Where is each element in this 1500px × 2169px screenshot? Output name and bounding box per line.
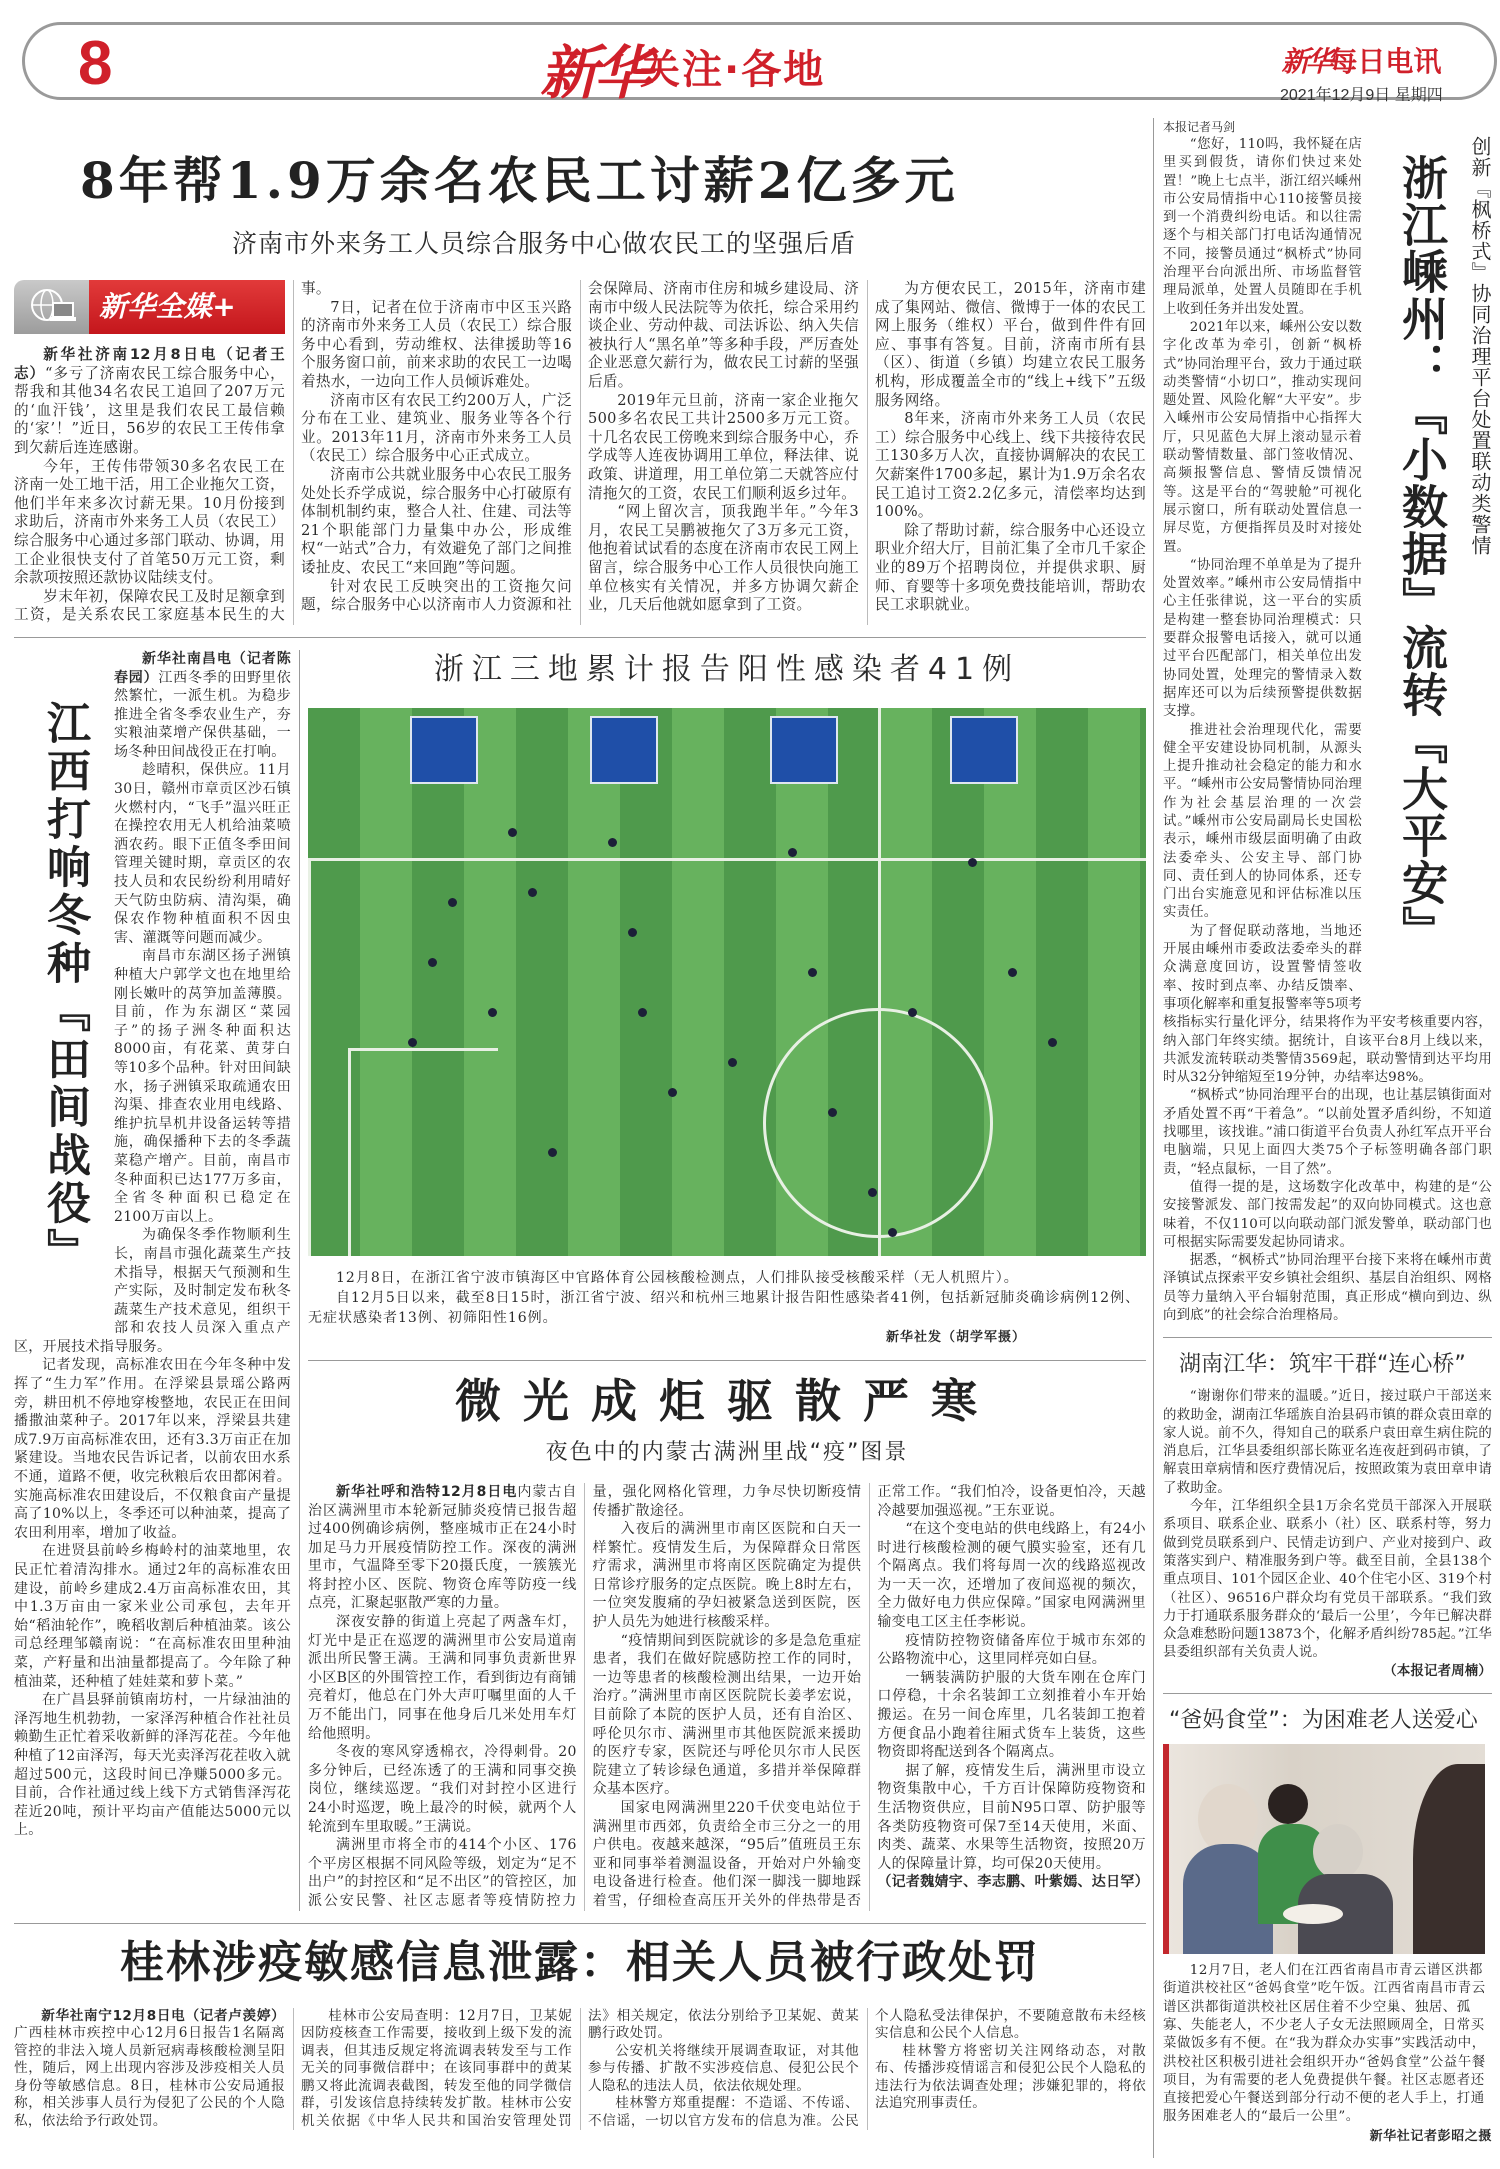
xinhua-logo: 新华 <box>540 39 649 107</box>
paper-name <box>1280 40 1443 80</box>
paragraph: 在进贤县前岭乡梅岭村的油菜地里，农民正忙着清沟排水。通过2年的高标准农田建设，前岭乡建成2.4万亩高标准农田，其中1.3万亩由一家米业公司承包，去年开始“稻油轮作”，晚稻收割后种植油菜。该公司总经理邹赣南说：“在高标准农田里种油菜，产籽量和出油量都提高了。今年除了种植油菜，还种植了娃娃菜和萝卜菜。” <box>14 1543 291 1690</box>
paragraph: “疫情期间到医院就诊的多是急危重症患者，我们在做好院感防控工作的同时，一边等患者的核酸检测出结果，一边开始治疗。”满洲里市南区医院院长姜孝宏说，目前除了本院的医护人员，还有自治区、呼伦贝尔市、满洲里市其他医院派来援助的医疗专家，医院还与呼伦贝尔市人民医院建立了转诊绿色通道，多措并举保障群众基本医疗。 <box>592 1632 862 1798</box>
section-title: 关注·各地 <box>640 47 826 93</box>
paragraph: 推进社会治理现代化，需要健全平安建设协同机制，从源头上提升推动社会稳定的能力和水平。“嵊州市公安局警情协同治理作为社会基层治理的一次尝试。”嵊州市公安局副局长史国松表示，嵊州市级层面明确了由政法委牵头、公安主导、部门协同、责任到人的协同体系，还专门出台实施意见和评估标准以压实责任。 <box>1163 722 1362 921</box>
xinhua-allmedia-banner <box>14 280 285 334</box>
paragraph: 今年，王传伟带领30多名农民工在济南一处工地干活，用工企业拖欠工资，他们半年来多次讨薪无果。10月份接到求助后，济南市外来务工人员（农民工）综合服务中心通过多部门联动、协调，用工企业很快支付了首笔50万元工资，剩余款项按照还款协议陆续支付。 <box>14 457 285 587</box>
article5-headline-block <box>1362 136 1492 996</box>
paragraph: 为了督促联动落地，当地还开展由嵊州市委政法委牵头的群众满意度回访，设置警情签收率、按时到点率、办结反馈率、事项化解率和重复报警率等5项考核指标实行量化评分，结果将作为平安考核重要内容，纳入部门年终实绩。据统计，自该平台8月上线以来，共派发流转联动类警情3569起，联动警情到达平均用时从32分钟缩短至19分钟，办结率达98%。 <box>1163 923 1492 1086</box>
paragraph: 2019年元旦前，济南一家企业拖欠500多名农民工共计2500多万元工资。十几名农民工傍晚来到综合服务中心，乔学成等人连夜协调用工单位，释法律、说政策、讲道理，用工单位第二天就答应付清拖欠的工资，农民工们顺利返乡过年。 <box>588 391 859 502</box>
byline: 本报记者马剑 <box>1163 120 1236 134</box>
paragraph: “枫桥式”协同治理平台的出现，也让基层镇街面对矛盾处置不再“干着急”。“以前处置矛盾纠纷，不知道找哪里，该找谁。”浦口街道平台负责人孙红军点开平台电脑端，只见上面四大类75个子标签明确各部门职责，“轻点鼠标，一目了然”。 <box>1163 1088 1492 1177</box>
paragraph: 冬夜的寒风穿透棉衣，冷得刺骨。20多分钟后，已经冻透了的王满和同事交换岗位，继续巡逻。“我们对封控小区进行24小时巡逻，晚上最冷的时候，就两个人轮流到车里取暖。”王满说。 <box>308 1744 577 1835</box>
article3-subtitle: 夜色中的内蒙古满洲里战“疫”图景 <box>545 1439 909 1465</box>
right-column <box>1153 118 1500 2158</box>
paragraph: 新华社济南12月8日电（记者王志）“多亏了济南农民工综合服务中心，帮我和其他34名农民工追回了207万元的‘血汗钱’，这里是我们农民工最信赖的‘家’！”近日，56岁的农民工王传伟拿到欠薪后连连感谢。 <box>14 346 285 456</box>
paper-name-text: 每日电讯 <box>1329 45 1442 78</box>
paragraph: 今年，江华组织全县1万余名党员干部深入开展联系项目、联系企业、联系小（社）区、联系村等，努力做到党员联系到户、民情走访到户、产业对接到户、政策落实到户、精准服务到户等。截至目前，全县138个重点项目、101个园区企业、40个住宅小区、319个村（社区）、96516户群众均有党员干部联系。“我们致力于打通联系服务群众的‘最后一公里’，今年已解决群众急难愁盼问题13873个，化解矛盾纠纷785起。”江华县委组织部有关负责人说。 <box>1163 1499 1492 1661</box>
paragraph: 国家电网满洲里220千伏变电站位于满洲里市西郊，负责给全市三分之一的用户供电。夜越来越深，“95后”值班员王东亚和同事举着测温设备，开始对户外输变电设备进行检查。他们深一脚浅一脚地踩着雪，仔细检查高压开关外的伴热带是否正常工作。“我们怕冷，设备更怕冷，天越冷越要加强巡视。”王东亚说。 <box>592 1483 1146 1909</box>
article5-title: 浙江嵊州：『小数据』流转『大平安』 <box>1395 154 1449 953</box>
paragraph: 针对农民工反映突出的工资拖欠问题，综合服务中心以济南市人力资源和社会保障局、济南市住房和城乡建设局、济南市中级人民法院等为依托，综合采用约谈企业、劳动仲裁、司法诉讼、纳入失信被执行人“黑名单”等多种手段，严厉查处企业恶意欠薪行为，做农民工讨薪的坚强后盾。 <box>301 280 859 614</box>
divider <box>14 637 1146 638</box>
issue-date: 2021年12月9日 星期四 <box>1280 87 1443 104</box>
paragraph: 一辆装满防护服的大货车刚在仓库门口停稳，十余名装卸工立刻推着小车开始搬运。在另一间仓库里，几名装卸工抱着方便食品小跑着往厢式货车上装货，这些物资即将配送到各个隔离点。 <box>877 1669 1146 1761</box>
article3-title: 微光成炬驱散严寒 <box>455 1373 999 1428</box>
dateline: 新华社济南12月8日电（记者王志） <box>14 346 285 382</box>
paragraph: 据了解，疫情发生后，满洲里市设立物资集散中心，千方百计保障防疫物资和生活物资供应，目前N95口罩、防护服等各类防疫物资可保7至14天使用，米面、肉类、蔬菜、水果等生活物资，按照20万人的保障量计算，均可保20天使用。 <box>877 1762 1146 1872</box>
dateline: 新华社南昌电（记者陈春园） <box>114 650 291 686</box>
paragraph: 桂林警方将密切关注网络动态，对散布、传播涉疫情谣言和侵犯公民个人隐私的违法行为依法调查处理；涉嫌犯罪的，将依法追究刑事责任。 <box>875 2042 1146 2112</box>
article1-subtitle: 济南市外来务工人员综合服务中心做农民工的坚强后盾 <box>232 229 857 258</box>
paragraph: 新华社南宁12月8日电（记者卢羡婷）广西桂林市疾控中心12月6日报告1名隔离管控的非法入境人员新冠病毒核酸检测呈阳性，随后，网上出现内容涉及涉疫相关人员身份等敏感信息。8日，桂林市公安局通报称，相关涉事人员行为侵犯了公民的个人隐私，依法给予行政处罚。 <box>14 2007 285 2129</box>
article4-body <box>14 2008 1146 2141</box>
photo-story-title: 浙江三地累计报告阳性感染者41例 <box>433 651 1021 687</box>
paragraph: 8年来，济南市外来务工人员（农民工）综合服务中心线上、线下共接待农民工130多万人次，直接协调解决的农民工欠薪案件1700多起，累计为1.9万余名农民工追讨工资2.2亿多元，清偿率均达到100%。 <box>875 410 1146 521</box>
paragraph: 济南市公共就业服务中心农民工服务处处长乔学成说，综合服务中心打破原有体制机制约束，整合人社、住建、司法等21个职能部门力量集中办公，形成维权“一站式”合力，有效避免了部门之间推诿扯皮、农民工“来回跑”等问题。 <box>301 465 572 576</box>
article1-body <box>14 280 1146 625</box>
covid-testing-aerial-photo <box>308 708 1146 1256</box>
photo-caption <box>1163 1962 1492 2147</box>
paragraph: 值得一提的是，这场数字化改革中，构建的是“公安接警派发、部门按需发起”的双向协同模式。这也意味着，不仅110可以向联动部门派发警单，联动部门也可根据实际需要发起协同请求。 <box>1163 1179 1492 1250</box>
article5-body <box>1163 136 1492 1325</box>
paper-logo: 新华 <box>1281 45 1330 78</box>
paragraph: 为确保冬季作物顺利生长，南昌市强化蔬菜生产技术指导，根据天气预测和生产实际，及时制定发布秋冬蔬菜生产技术意见，组织干部和农技人员深入重点产区，开展技术指导服务。 <box>14 1227 291 1355</box>
article1-title: 8年帮1.9万余名农民工讨薪2亿多元 <box>80 151 959 210</box>
middle-section <box>14 650 1150 1911</box>
photo-credit: 新华社发（胡学军摄） <box>885 1329 1026 1345</box>
paragraph: “协同治理不单单是为了提升处置效率。”嵊州市公安局情指中心主任张律说，这一平台的实质是构建一整套协同治理模式：只要群众报警电话接入，就可以通过平台匹配部门，相关单位出发协同处置，处理完的警情录入数据库还可以为后续预警提供数据支撑。 <box>1163 557 1362 720</box>
divider <box>1163 1693 1492 1694</box>
paper-masthead <box>1280 40 1443 105</box>
caption-text: 12月7日，老人们在江西省南昌市青云谱区洪都街道洪校社区“爸妈食堂”吃午饭。江西省南昌市青云谱区洪都街道洪校社区居住着不少空巢、独居、孤寡、失能老人，不少老人子女无法照顾周全，日常买菜做饭多有不便。在“我为群众办实事”实践活动中，洪校社区积极引进社会组织开办“爸妈食堂”公益午餐项目，为有需要的老人免费提供午餐。社区志愿者还直接把爱心午餐送到部分行动不便的老人手上，打通服务困难老人的“最后一公里”。 <box>1163 1963 1486 2125</box>
globe-laptop-icon <box>14 280 89 334</box>
article4-title: 桂林涉疫敏感信息泄露：相关人员被行政处罚 <box>120 1936 1040 1988</box>
paragraph: 2021年以来，嵊州公安以数字化改革为牵引，创新“枫桥式”协同治理平台，致力于通过联动类警情“小切口”，推动实现问题处置、风险化解“大平安”。步入嵊州市公安局情指中心指挥大厅，只见蓝色大屏上滚动显示着联动警情数量、部门签收情况、高频报警信息、警情反馈情况等。这是平台的“驾驶舱”可视化展示窗口，所有联动处置信息一屏尽览，方便指挥员及时对接处置。 <box>1163 319 1362 555</box>
article5-kicker: 创新『枫桥式』协同治理平台处置联动类警情 <box>1468 136 1492 556</box>
article3-body <box>308 1483 1150 1911</box>
paragraph: “在这个变电站的供电线路上，有24小时进行核酸检测的硬气膜实验室，还有几个隔离点。我们将每周一次的线路巡视改为一天一次，还增加了夜间巡视的频次，全力做好电力供应保障。”国家电网满洲里输变电工区主任李彬说。 <box>877 1521 1146 1631</box>
paragraph: “谢谢你们带来的温暖。”近日，接过联户干部送来的救助金，湖南江华瑶族自治县码市镇的群众袁田章的家人说。前不久，得知自己的联系户袁田章生病住院的消息后，江华县委组织部长陈亚名连夜赶到码市镇，了解袁田章病情和医疗费情况后，按照政策为袁田章申请了救助金。 <box>1163 1389 1492 1496</box>
middle-right <box>300 650 1150 1911</box>
paragraph: 据悉，“枫桥式”协同治理平台接下来将在嵊州市黄泽镇试点探索平安乡镇社会组织、基层自治组织、网格员等力量纳入平台辐射范围，真正形成“横向到边、纵向到底”的社会综合治理格局。 <box>1163 1253 1492 1323</box>
dateline: 新华社呼和浩特12月8日电 <box>336 1483 518 1500</box>
paragraph: 桂林市公安局查明：12月7日，卫某妮因防疫核查工作需要，接收到上级下发的流调表，但其违反规定将流调表转发至与工作无关的同事微信群中；在该同事群中的黄某鹏又将此流调表截图，转发至他的同学微信群，引发该信息持续转发扩散。桂林市公安机关依据《中华人民共和国治安管理处罚法》相关规定，依法分别给予卫某妮、黄某鹏行政处罚。 <box>301 2007 859 2129</box>
paragraph: 为方便农民工，2015年，济南市建成了集网站、微信、微博于一体的农民工网上服务（维权）平台，做到件件有回应、事事有答复。目前，济南市所有县（区）、街道（乡镇）均建立农民工服务机构，形成覆盖全市的“线上+线下”五级服务网络。 <box>875 280 1146 409</box>
divider <box>1163 1337 1492 1338</box>
paragraph: 新华社呼和浩特12月8日电内蒙古自治区满洲里市本轮新冠肺炎疫情已报告超过400例确诊病例，整座城市正在24小时加足马力开展疫情防控工作。深夜的满洲里市，气温降至零下20摄氏度，一簇簇光将封控小区、医院、物资仓库等防疫一线点亮，汇聚起驱散严寒的力量。 <box>308 1483 577 1612</box>
article6-body <box>1163 1388 1492 1681</box>
article7-title: “爸妈食堂”：为困难老人送爱心 <box>1169 1708 1478 1734</box>
dateline: 新华社南宁12月8日电（记者卢羡婷） <box>41 2007 285 2024</box>
paragraph: “网上留次言，顶我跑半年。”今年3月，农民工吴鹏被拖欠了3万多元工资，他抱着试试看的态度在济南市农民工网上留言，综合服务中心工作人员很快向施工单位核实有关情况，并多方协调欠薪企业，几天后他就如愿拿到了工资。 <box>588 503 859 614</box>
main-area <box>14 120 1150 2140</box>
paragraph: 7日，记者在位于济南市中区玉兴路的济南市外来务工人员（农民工）综合服务中心看到，劳动维权、法律援助等16个服务窗口前，前来求助的农民工一边喝着热水，一边向工作人员倾诉难处。 <box>301 298 572 390</box>
paragraph: 公安机关将继续开展调查取证，对其他参与传播、扩散不实涉疫信息、侵犯公民个人隐私的违法人员，依法依规处理。 <box>588 2042 859 2094</box>
paragraph: 趁晴积，保供应。11月30日，赣州市章贡区沙石镇火燃村内，“飞手”温兴旺正在操控农用无人机给油菜喷洒农药。眼下正值冬季田间管理关键时期，章贡区的农技人员和农民纷纷利用晴好天气防虫防病、清沟渠，确保农作物种植面积不因虫害、灌溉等问题而减少。 <box>114 762 291 946</box>
article2 <box>14 650 300 1911</box>
banner-label: 新华全媒+ <box>89 280 285 334</box>
paragraph: 深夜安静的街道上亮起了两盏车灯，灯光中是正在巡逻的满洲里市公安局道南派出所民警王满。王满和同事负责新世界小区B区的外围管控工作，看到街边有商铺亮着灯，他总在门外大声叮嘱里面的人千万不能出门，同事在他身后几米处用车灯给他照明。 <box>308 1614 577 1742</box>
paragraph: 在广昌县驿前镇南坊村，一片绿油油的泽泻地生机勃勃，一家泽泻种植合作社社员赖勤生正忙着采收新鲜的泽泻花茬。今年他种植了12亩泽泻，每天光卖泽泻花茬收入就超过500元，这段时间已净赚5000多元。目前，合作社通过线上线下方式销售泽泻花茬近20吨，预计平均亩产值能达5000元以上。 <box>14 1692 291 1839</box>
paragraph: 南昌市东湖区扬子洲镇种植大户郭学文也在地里给刚长嫩叶的莴笋加盖薄膜。目前，作为东湖区“菜园子”的扬子洲冬种面积达8000亩，有花菜、黄芽白等10多个品种。针对田间缺水，扬子洲镇采取疏通农田沟渠、排查农业用电线路、维护抗旱机井设备运转等措施，确保播种下去的冬季蔬菜稳产增产。目前，南昌市冬种面积已达177万多亩，全省冬种面积已稳定在2100万亩以上。 <box>114 948 291 1225</box>
paragraph: 桂林警方郑重提醒：不造谣、不传谣、不信谣，一切以官方发布的信息为准。公民个人隐私受法律保护，不要随意散布未经核实信息和公民个人信息。 <box>588 2007 1146 2129</box>
paragraph: 除了帮助讨薪，综合服务中心还设立职业介绍大厅，目前汇集了全市几千家企业的89万个招聘岗位，并提供求职、厨师、育婴等十多项免费技能培训，帮助农民工求职就业。 <box>875 521 1146 614</box>
paragraph: 疫情防控物资储备库位于城市东郊的公路物流中心，这里同样亮如白昼。 <box>877 1632 1146 1668</box>
paragraph: 记者发现，高标准农田在今年冬种中发挥了“生力军”作用。在浮梁县景瑶公路两旁，耕田机不停地穿梭整地，农民正在田间播撒油菜种子。2017年以来，浮梁县共建成7.9万亩高标准农田，还有3.3万亩正在加紧建设。当地农民告诉记者，以前农田水系不通，道路不便，收完秋粮后农田都闲着。实施高标准农田建设后，不仅粮食亩产量提高了10%以上，冬季还可以种油菜，提高了农田利用率，增加了收益。 <box>14 1357 291 1541</box>
reporter-credit: （记者魏婧宇、李志鹏、叶紫嫣、达日罕） <box>877 1874 1150 1891</box>
page-number: 8 <box>78 29 113 98</box>
caption-line: 12月8日，在浙江省宁波市镇海区中官路体育公园核酸检测点，人们排队接受核酸采样（无人机照片）。 <box>336 1269 1019 1286</box>
paragraph: “您好，110吗，我怀疑在店里买到假货，请你们快过来处置！”晚上七点半，浙江绍兴嵊州市公安局情指中心110接警员接到一个消费纠纷电话。和以往需逐个与相关部门打电话沟通情况不同，接警员通过“枫桥式”协同治理平台向派出所、市场监督管理局派单，处置人员随即在手机上收到任务并出发处置。 <box>1163 137 1362 317</box>
divider <box>308 1360 1146 1361</box>
paragraph: 入夜后的满洲里市南区医院和白天一样繁忙。疫情发生后，为保障群众日常医疗需求，满洲里市将南区医院确定为提供日常诊疗服务的定点医院。晚上8时左右，一位突发腹痛的孕妇被紧急送到医院，医护人员先为她进行核酸采样。 <box>592 1521 862 1631</box>
paragraph: 满洲里市将全市的414个小区、176个平房区根据不同风险等级，划定为“足不出户”的封控区和“足不出区”的管控区，加派公安民警、社区志愿者等疫情防控力量，强化网格化管理，力争尽快切断疫情传播扩散途径。 <box>308 1483 862 1909</box>
paragraph: 岁末年初，保障农民工及时足额拿到工资，是关系农民工家庭基本民生的大事。 <box>14 280 331 624</box>
article2-title: 江西打响冬种『田间战役』 <box>39 699 90 1276</box>
photo-caption <box>308 1268 1146 1348</box>
article6-title: 湖南江华：筑牢干群“连心桥” <box>1179 1352 1466 1378</box>
paragraph: 济南市区有农民工约200万人，广泛分布在工业、建筑业、服务业等各个行业。2013年11月，济南市外来务工人员（农民工）综合服务中心正式成立。 <box>301 391 572 465</box>
photo-credit: 新华社记者彭昭之摄 <box>1369 2128 1492 2144</box>
reporter-credit: （本报记者周楠） <box>1383 1663 1492 1679</box>
divider <box>14 1923 1146 1924</box>
paragraph: 新华社南昌电（记者陈春园）江西冬季的田野里依然繁忙，一派生机。为稳步推进全省冬季农业生产，夯实粮油菜增产保供基础，一场冬种田间战役正在打响。 <box>114 650 291 760</box>
elderly-canteen-photo <box>1163 1744 1485 1954</box>
caption-line: 自12月5日以来，截至8日15时，浙江省宁波、绍兴和杭州三地累计报告阳性感染者41例，包括新冠肺炎确诊病例12例、无症状感染者13例、初筛阳性16例。 <box>308 1289 1141 1326</box>
